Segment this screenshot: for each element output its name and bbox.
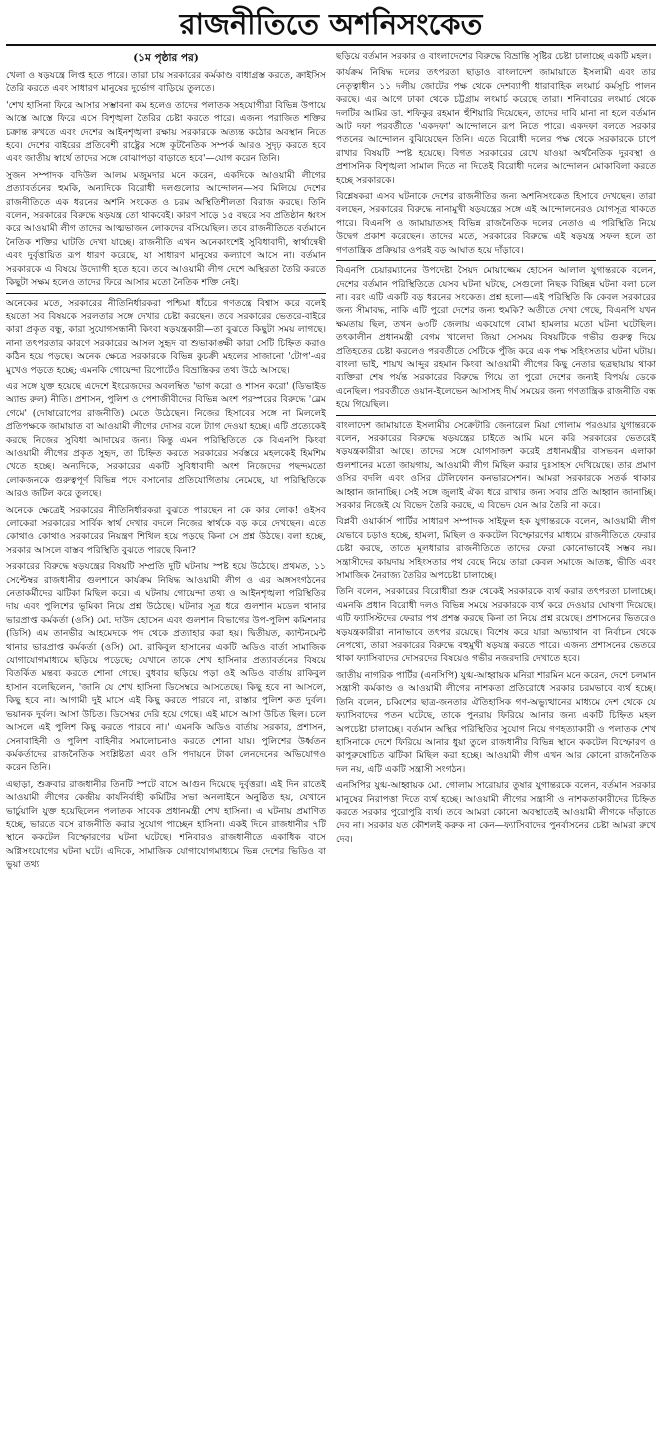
paragraph: কার্যক্রম নিষিদ্ধ দলের তৎপরতা ছাড়াও বাংলাদেশ জামায়াতে ইসলামী এবং তার নেতৃত্বাধীন ১১ দলীয় জোটের পক্ষ থেকে দেশব্যাপী ধারাবাহিক লংমার্চ কর্মসূচি পালন করছে। এর আগে ঢাকা থেকে চট্টগ্রাম লংমার্চ করেছে তারা। শনিবারের লংমার্চ থেকে দলটির আমির ডা. শফিকুর রহমান হুঁশিয়ারি দিয়েছেন, তাদের দাবি মানা না হলে বর্তমান আট দফা পরবর্তীতে 'একদফা' আন্দোলনে রূপ নিতে পারে। একদফা বলতে সরকার পতনের আন্দোলন বুঝিয়েছেন তিনি। এতে বিরোধী দলের পক্ষ থেকে সরকারকে চাপে রাখার বিষয়টি স্পষ্ট হয়েছে। বিগত সরকারের রেখে যাওয়া অর্থনৈতিক দুরবস্থা ও প্রশাসনিক বিশৃঙ্খলা সামাল দিতে না দিতেই বিরোধী দলের আন্দোলন মোকাবিলা করতে হচ্ছে সরকারকে।	[336, 67, 656, 186]
paragraph: বাংলাদেশ জামায়াতে ইসলামীর সেক্রেটারি জেনারেল মিয়া গোলাম পরওয়ার যুগান্তরকে বলেন, সরকারের বিরুদ্ধে ষড়যন্ত্রের চাইতে আমি মনে করি সরকারের ভেতরেই ষড়যন্ত্রকারীরা আছে। তাদের সঙ্গে যোগসাজশ করেই প্রধানমন্ত্রীর বাসভবন এলাকা গুলশানের মতো জায়গায়, আওয়ামী লীগ মিছিল করার দুঃসাহস দেখিয়েছে। তার প্রমাণ ওসির বদলি এবং ওসির টেলিফোন কনভারসেশন। আমরা সরকারকে সতর্ক থাকার আহ্বান জানাচ্ছি। সেই সঙ্গে জুলাই ঐক্য ধরে রাখার জন্য সবার প্রতি আহ্বান জানাচ্ছি। সরকার নিজেই যে বিভেদ তৈরি করছে, এ বিভেদ যেন আর তৈরি না করে।	[336, 419, 656, 511]
paragraph: ছড়িয়ে বর্তমান সরকার ও বাংলাদেশের বিরুদ্ধে বিভ্রান্তি সৃষ্টির চেষ্টা চালাচ্ছে একটি মহল।	[336, 51, 652, 62]
paragraph: এর সঙ্গে যুক্ত হয়েছে এদেশে ইংরেজদের অবলম্বিত 'ভাগ করো ও শাসন করো' (ডিভাইড অ্যান্ড রুল) নীতি। প্রশাসন, পুলিশ ও পেশাজীবীদের বিভিন্ন অংশ পরস্পরের বিরুদ্ধে 'ব্লেম গেমে' (দোষারোপের রাজনীতি) মেতে উঠেছেন। নিজের হিসাবের সঙ্গে না মিললেই প্রতিপক্ষকে জামায়াত বা আওয়ামী লীগের দোসর বলে ট্যাগ দেওয়া হচ্ছে। এটি প্রত্যেকেই করছে নিজের সুবিধা আদায়ের জন্য। কিন্তু এমন পরিস্থিতিতে কে বিএনপি কিংবা আওয়ামী লীগের প্রকৃত সুহৃদ, তা চিহ্নিত করতে সরকারের সর্বস্তরে মহলকেই হিমশিম খেতে হচ্ছে। অন্যদিকে, সরকারের একটি সুবিধাবাদী অংশ নিজেদের পছন্দমতো লোকজনকে গুরুত্বপূর্ণ বিভিন্ন পদে বসানোর প্রতিযোগিতায় নেমেছে, যা পরিস্থিতিকে আরও জটিল করে তুলছে।	[6, 380, 326, 500]
paragraph: খেলা ও ষড়যন্ত্রে লিপ্ত হতে পারে। তারা চায় সরকারের কর্মকাণ্ড বাধাগ্রস্ত করতে, ক্রাইসিস তৈরি করতে এবং সাধারণ মানুষের দুর্ভোগ বাড়িয়ে তুলতে।	[6, 70, 326, 95]
paragraph: সুজন সম্পাদক বদিউল আলম মজুমদার মনে করেন, একদিকে আওয়ামী লীগের প্রত্যাবর্তনের হুমকি, অন্যদিকে বিরোধী দলগুলোর আন্দোলন—সব মিলিয়ে দেশের রাজনীতিতে এক ধরনের অশনি সংকেত ও চরম অস্থিতিশীলতা বিরাজ করছে। তিনি বলেন, সরকারের বিরুদ্ধে ষড়যন্ত্র তো থাকবেই। কারণ সাড়ে ১৫ বছরে সব প্রতিষ্ঠান ধ্বংস করে আওয়ামী লীগ তাদের আত্মভাজন লোকদের বসিয়েছিল। তবে রাজনীতিতে বর্তমানে নৈতিক শক্তির ঘাটতি দেখা যাচ্ছে। রাজনীতি এখন অনেকাংশেই সুবিধাবাদী, স্বার্থান্বেষী এবং দুর্বৃত্তায়িত রূপ ধারণ করেছে, যা সাধারণ মানুষের কল্যাণে আসে না। বর্তমান সরকারকে এ বিষয়ে উদ্যোগী হতে হবে। তবে আওয়ামী লীগ দেশে অস্থিরতা তৈরি করতে কিছুটা সক্ষম হলেও তাদের ফিরে আসার মতো নৈতিক শক্তি নেই।	[6, 169, 326, 289]
paragraph: অনেকে ক্ষেত্রেই সরকারের নীতিনির্ধারকরা বুঝতে পারছেন না কে কার লোক! ওইসব লোকেরা সরকারের সার্বিক স্বার্থ দেখার বদলে নিজের স্বার্থকে বড় করে দেখছেন। এতে কোথাও কোথাও সরকারের নিয়ন্ত্রণ শিথিল হয়ে পড়ছে কিনা সে প্রশ্ন উঠছে। বলা হচ্ছে, সরকার আসলে বাস্তব পরিস্থিতি বুঝতে পারছে কিনা?	[6, 504, 326, 556]
continued-label: (১ম পৃষ্ঠার পর)	[133, 52, 199, 64]
paragraph: 'শেখ হাসিনা ফিরে আসার সম্ভাবনা কম হলেও তাদের পলাতক সহযোগীরা বিভিন্ন উপায়ে আস্তে আস্তে ফিরে এসে বিশৃঙ্খলা তৈরির চেষ্টা করতে পারে। এজন্য পরাজিত শক্তির চক্রান্ত রুখতে এবং দেশের আইনশৃঙ্খলা রক্ষায় সরকারকে অত্যন্ত কঠোর অবস্থান নিতে হবে। দেশের বাইরের প্রতিবেশী রাষ্ট্রের সঙ্গে কূটনৈতিক সম্পর্ক আরও সুদৃঢ় করতে হবে এবং জাতীয় স্বার্থে তাদের সঙ্গে বোঝাপড়া বাড়াতে হবে'—যোগ করেন তিনি।	[6, 99, 326, 165]
paragraph: এনসিপির যুগ্ম-আহ্বায়ক মো. গোলাম সারোয়ার তুষার যুগান্তরকে বলেন, বর্তমান সরকার মানুষের নিরাপত্তা দিতে ব্যর্থ হচ্ছে। আওয়ামী লীগের সন্ত্রাসী ও নাশকতাকারীদের চিহ্নিত করতে সরকার পুরোপুরি ব্যর্থ। তবে আমরা কোনো অবস্থাতেই আওয়ামী লীগকে দাঁড়াতে দেব না। সরকার যত কৌশলই করুক না কেন—ফ্যাসিবাদের পুনর্বাসনের চেষ্টা আমরা রুখে দেব।	[336, 780, 656, 845]
divider	[336, 260, 656, 261]
paragraph: তিনি বলেন, সরকারের বিরোধীরা শুরু থেকেই সরকারকে ব্যর্থ করার তৎপরতা চালাচ্ছে। এমনকি প্রধান বিরোধী দলও বিভিন্ন সময়ে সরকারকে ব্যর্থ করে দেওয়ার ঘোষণা দিয়েছে। এটি ফ্যাসিস্টদের ফেরার পথ প্রশস্ত করছে কিনা তা নিয়ে প্রশ্ন রয়েছে। প্রশাসনের ভিতরেও ষড়যন্ত্রকারীরা নানাভাবে তৎপর রয়েছে। বিশেষ করে যারা অভ্যাথান বা নির্বাচন থেকে নেপথ্যে, তারা সরকারের বিরুদ্ধে বহুমুখী ষড়যন্ত্র করতে পারে। এজন্য প্রশাসনের ভেতরে থাকা ফ্যাসিবাদের দোসরদের বিষয়েও গভীর নজরদারি দেখাতে হবে।	[336, 586, 656, 665]
right-column	[336, 50, 656, 1420]
paragraph: বিএনপি চেয়ারম্যানের উপদেষ্টা সৈয়দ মোয়াজ্জেম হোসেন আলাল যুগান্তরকে বলেন, দেশের বর্তমান পরিস্থিতিতে যেসব ঘটনা ঘটছে, সেগুলো নিছক বিচ্ছিন্ন ঘটনা বলা চলে না। বরং এটি একটি বড় ধরনের সংকেত। প্রশ্ন হলো—এই পরিস্থিতি কি কেবল সরকারের জন্য সীমাবদ্ধ, নাকি এটি পুরো দেশের জন্য হুমকি? অতীতে দেখা গেছে, বিএনপি যখন ক্ষমতায় ছিল, তখন ৬৩টি জেলায় একযোগে বোমা হামলার মতো ঘটনা ঘটেছিল। তৎকালীন প্রধানমন্ত্রী বেগম খালেদা জিয়া সেসময় বিষয়টিকে গভীর গুরুত্ব দিয়ে প্রতিহতের চেষ্টা করলেও পরবর্তীতে সেটিকে পুঁজি করে এক পক্ষ সহিংসতার ঘটনা ঘটায়। বাংলা ভাই, শায়খ আব্দুর রহমান কিংবা আওয়ামী লীগের কিছু নেতার ছত্রছায়ায় থাকা ব্যক্তিরা শেষ পর্যন্ত সরকারের বিরুদ্ধে গিয়ে তা পুরো দেশের জন্যই বিপর্যয় ডেকে এনেছিল। পরবর্তীতে ওয়ান-ইলেভেন আসাসহ দীর্ঘ সময়ের জন্য গণতান্ত্রিক রাজনীতি বন্ধ হয়ে গিয়েছিল।	[336, 265, 656, 411]
divider	[336, 415, 656, 416]
article-columns	[6, 50, 656, 1420]
paragraph: জাতীয় নাগরিক পার্টির (এনসিপি) যুগ্ম-আহ্বায়ক মনিরা শারমিন মনে করেন, দেশে চলমান সন্ত্রাসী কর্মকাণ্ড ও আওয়ামী লীগের নাশকতা প্রতিরোধে সরকার চরমভাবে ব্যর্থ হচ্ছে। তিনি বলেন, চব্বিশের ছাত্র-জনতার ঐতিহাসিক গণ-অভ্যুত্থানের মাধ্যমে দেশ থেকে যে ফ্যাসিবাদের পতন ঘটেছে, তাকে পুনরায় ফিরিয়ে আনার জন্য একটি চিহ্নিত মহল অপচেষ্টা চালাচ্ছে। বর্তমান অস্থির পরিস্থিতির সুযোগ নিয়ে গণহত্যাকারী ও পলাতক শেখ হাসিনাকে দেশে ফিরিয়ে আনার ধুয়া তুলে রাজধানীর বিভিন্ন স্থানে ককটেল বিস্ফোরণ ও কাপুরুষোচিত ঝটিকা মিছিল করা হচ্ছে। আওয়ামী লীগ এখন আর কোনো রাজনৈতিক দল নয়, এটি একটি সন্ত্রাসী সংগঠন।	[336, 669, 656, 775]
paragraph: বিপ্লবী ওয়ার্কার্স পার্টির সাধারণ সম্পাদক সাইফুল হক যুগান্তরকে বলেন, আওয়ামী লীগ যেভাবে চড়াও হচ্ছে, হামলা, মিছিল ও ককটেল বিস্ফোরণের মাধ্যমে রাজনীতিতে ফেরার চেষ্টা করছে, তাতে মূলধারার রাজনীতিতে তাদের ফেরা কোনোভাবেই সম্ভব নয়। সন্ত্রাসীদের কায়দায় সহিংসতার পথ বেছে নিয়ে তারা কেবল সমাজে আতঙ্ক, ভীতি এবং সামাজিক নৈরাজ্য তৈরির অপচেষ্টা চালাচ্ছে।	[336, 516, 656, 582]
paragraph: বিশ্লেষকরা এসব ঘটনাকে দেশের রাজনীতির জন্য অশনিসংকেত হিসাবে দেখছেন। তারা বলছেন, সরকারের বিরুদ্ধে নানামুখী ষড়যন্ত্রের সঙ্গে এই আন্দোলনেরও যোগসূত্র থাকতে পারে। বিএনপি ও জামায়াতসহ বিভিন্ন রাজনৈতিক দলের নেতাও এ পরিস্থিতি নিয়ে উদ্বেগ প্রকাশ করেছেন। তাদের মতে, সরকারের বিরুদ্ধে এই ষড়যন্ত্র সফল হলে তা গণতান্ত্রিক প্রক্রিয়ার ওপরই বড় আঘাত হয়ে দাঁড়াবে।	[336, 191, 656, 256]
paragraph: এছাড়া, শুক্রবার রাজধানীর তিনটি স্পটে বাসে আগুন দিয়েছে দুর্বৃত্তরা। এই দিন রাতেই আওয়ামী লীগের কেন্দ্রীয় কার্যনির্বাহী কমিটির সভা অনলাইনে অনুষ্ঠিত হয়, যেখানে ভার্চুয়ালি যুক্ত হয়েছিলেন পলাতক সাবেক প্রধানমন্ত্রী শেখ হাসিনা। এ ঘটনায় প্রমাণিত হচ্ছে, ভারতে বসে রাজনীতি করার সুযোগ পাচ্ছেন হাসিনা। একই দিনে রাজধানীর ৭টি স্থানে ককটেল বিস্ফোরণের ঘটনা ঘটেছে। শনিবারও রাজধানীতে একাধিক বাসে অগ্নিসংযোগের ঘটনা ঘটে। এদিকে, সামাজিক যোগাযোগমাধ্যমে ভিন্ন দেশের ভিডিও বা ভুয়া তথ্য	[6, 778, 326, 871]
headline: রাজনীতিতে অশনিসংকেত	[6, 6, 656, 46]
divider	[6, 293, 326, 294]
paragraph: সরকারের বিরুদ্ধে ষড়যন্ত্রের বিষয়টি সম্প্রতি দুটি ঘটনায় স্পষ্ট হয়ে উঠেছে। প্রথমত, ১১ সেপ্টেম্বর রাজধানীর গুলশানে কার্যক্রম নিষিদ্ধ আওয়ামী লীগ ও এর অঙ্গসংগঠনের নেতাকর্মীদের ঝটিকা মিছিল করে। এ ঘটনায় গোয়েন্দা তথ্য ও আইনশৃঙ্খলা পরিস্থিতির দায় এবং পুলিশের ভূমিকা নিয়ে প্রশ্ন উঠেছে। ঘটনার সূত্র ধরে গুলশান মডেল থানার ভারপ্রাপ্ত কর্মকর্তা (ওসি) মো. দাউদ হোসেন এবং গুলশান বিভাগের উপ-পুলিশ কমিশনার (ডিসি) এম তানভীর আহমেদকে পদ থেকে প্রত্যাহার করা হয়। দ্বিতীয়ত, ক্যান্টনমেন্ট থানার ভারপ্রাপ্ত কর্মকর্তা (ওসি) মো. রাকিবুল হাসানের একটি অডিও বার্তা সামাজিক যোগাযোগমাধ্যমে ছড়িয়ে পড়েছে; যেখানে তাকে শেখ হাসিনার প্রত্যাবর্তনের বিষয়ে বিতর্কিত মন্তব্য করতে শোনা গেছে। বুধবার ছড়িয়ে পড়া ওই অডিও বার্তায় রাকিবুল হাসান বলেছিলেন, 'জানি যে শেখ হাসিনা ডিসেম্বরে আসতেছে। কিছু হবে না আসলে, কিছু হবে না। আগামী দুই মাসে এই কিছু করতে পারবে না, রাস্তার পুলিশ কত দুর্বল। ভয়ানক দুর্বল। আসা উচিত। ডিসেম্বর দেরি হয়ে গেছে। এই মাসে আসা উচিত ছিল। চলে আসলে এই পুলিশ কিছু করতে পারবে না।' এমনকি অডিও বার্তায় সরকার, প্রশাসন, সেনাবাহিনী ও পুলিশ বাহিনীর সমালোচনাও করতে শোনা যায়। পুলিশের উর্ধ্বতন কর্মকর্তাদের রাজনৈতিক সংশ্লিষ্টতা এবং ওসি পদায়নে টাকা লেনদেনের অভিযোগও করেন তিনি।	[6, 561, 326, 774]
left-column	[6, 50, 326, 1420]
paragraph: অনেকের মতে, সরকারের নীতিনির্ধারকরা পশ্চিমা ধাঁচের গণতন্ত্রে বিশ্বাস করে বলেই হয়তো সব বিষয়কে সরলতার সঙ্গে দেখার চেষ্টা করছেন। তবে সরকারের ভেতরে-বাইরে কারা প্রকৃত বন্ধু, কারা সুযোগসন্ধানী কিংবা ষড়যন্ত্রকারী—তা বুঝতে কিছুটা সময় লাগছে। নানা তৎপরতার কারণে সরকারের আসল সুহৃদ বা শুভাকাঙ্ক্ষী কারা সেটি চিহ্নিত করাও কঠিন হয়ে পড়ছে। অনেক ক্ষেত্রে সরকারকে বিভিন্ন কুচক্রী মহলের সাজানো 'টোপ'-এর মুখেও পড়তে হচ্ছে; এমনকি গোয়েন্দা রিপোর্টেও বিভ্রান্তিকর তথ্য উঠে আসছে।	[6, 297, 326, 376]
